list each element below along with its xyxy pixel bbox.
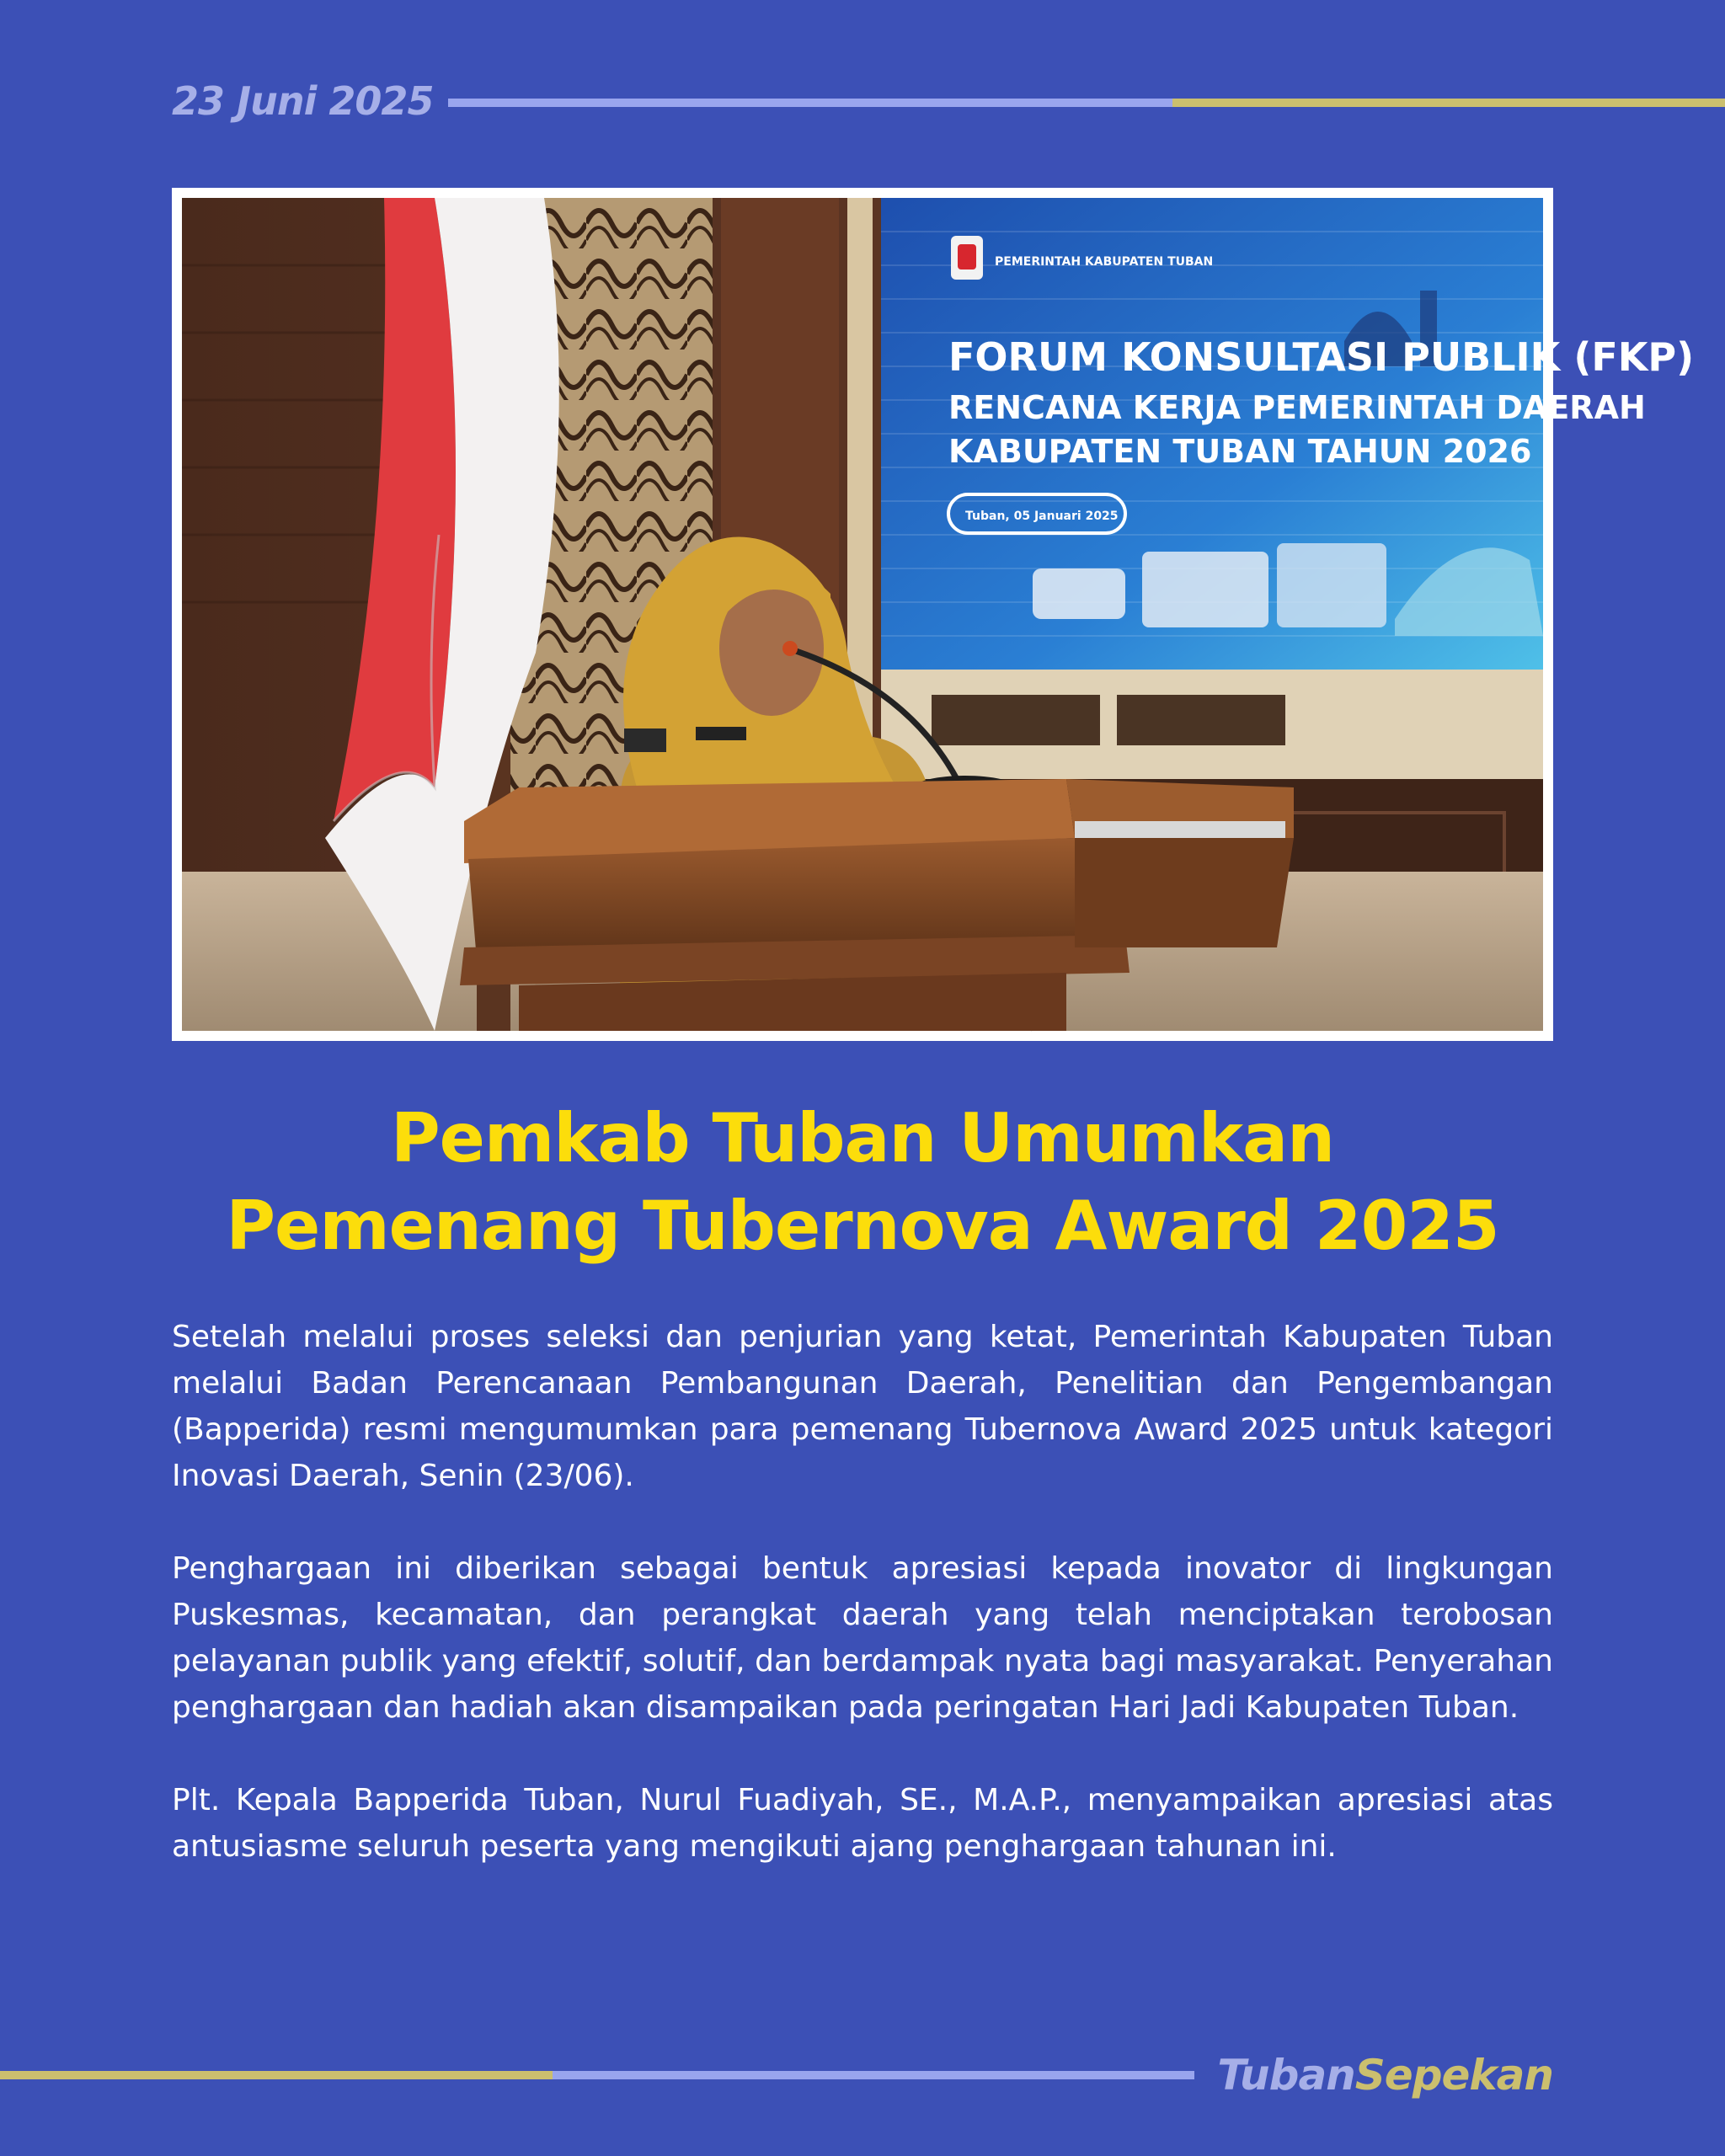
post-date: 23 Juni 2025 [172,78,434,124]
header-divider-gold [1172,99,1725,107]
brand-name-part-2: Sepekan [1354,2051,1553,2100]
photo-frame [172,188,1695,1041]
article-body [172,1314,1553,1916]
headline-line-1: Pemkab Tuban Umumkan [390,1099,1335,1177]
header-divider-light [448,99,1172,107]
screen-subtitle-text-2: KABUPATEN TUBAN TAHUN 2026 [948,433,1532,470]
headline-line-2: Pemenang Tubernova Award 2025 [226,1187,1499,1265]
screen-title-text: FORUM KONSULTASI PUBLIK (FKP) [948,334,1695,380]
paragraph-1: Setelah melalui proses seleksi dan penjurian yang ketat, Pemerintah Kabupaten Tuban melalui Badan Perencanaan Pembangunan Daerah, Penelitian dan Pengembangan (Bapperida) resmi mengumumkan para pemenang Tubernova Award 2025 untuk kategori Inovasi Daerah, Senin (23/06). [172,1320,1553,1493]
brand-logo [1217,2048,1553,2102]
screen-org-text: PEMERINTAH KABUPATEN TUBAN [995,255,1214,269]
footer-divider-light [553,2071,1194,2079]
screen-date-text: Tuban, 05 Januari 2025 [965,510,1119,523]
brand-name-part-1: Tuban [1217,2051,1355,2100]
paragraph-3: Plt. Kepala Bapperida Tuban, Nurul Fuadiyah, SE., M.A.P., menyampaikan apresiasi atas antusiasme seluruh peserta yang mengikuti ajang penghargaan tahunan ini. [172,1783,1553,1864]
headline [101,1095,1624,1270]
paragraph-2: Penghargaan ini diberikan sebagai bentuk apresiasi kepada inovator di lingkungan Puskesmas, kecamatan, dan perangkat daerah yang telah menciptakan terobosan pelayanan publik yang efektif, solutif, dan berdampak nyata bagi masyarakat. Penyerahan penghargaan dan hadiah akan disampaikan pada peringatan Hari Jadi Kabupaten Tuban. [172,1551,1553,1725]
event-photo [182,198,1695,1031]
screen-subtitle-text-1: RENCANA KERJA PEMERINTAH DAERAH [948,389,1646,426]
footer-divider-gold [0,2071,553,2079]
